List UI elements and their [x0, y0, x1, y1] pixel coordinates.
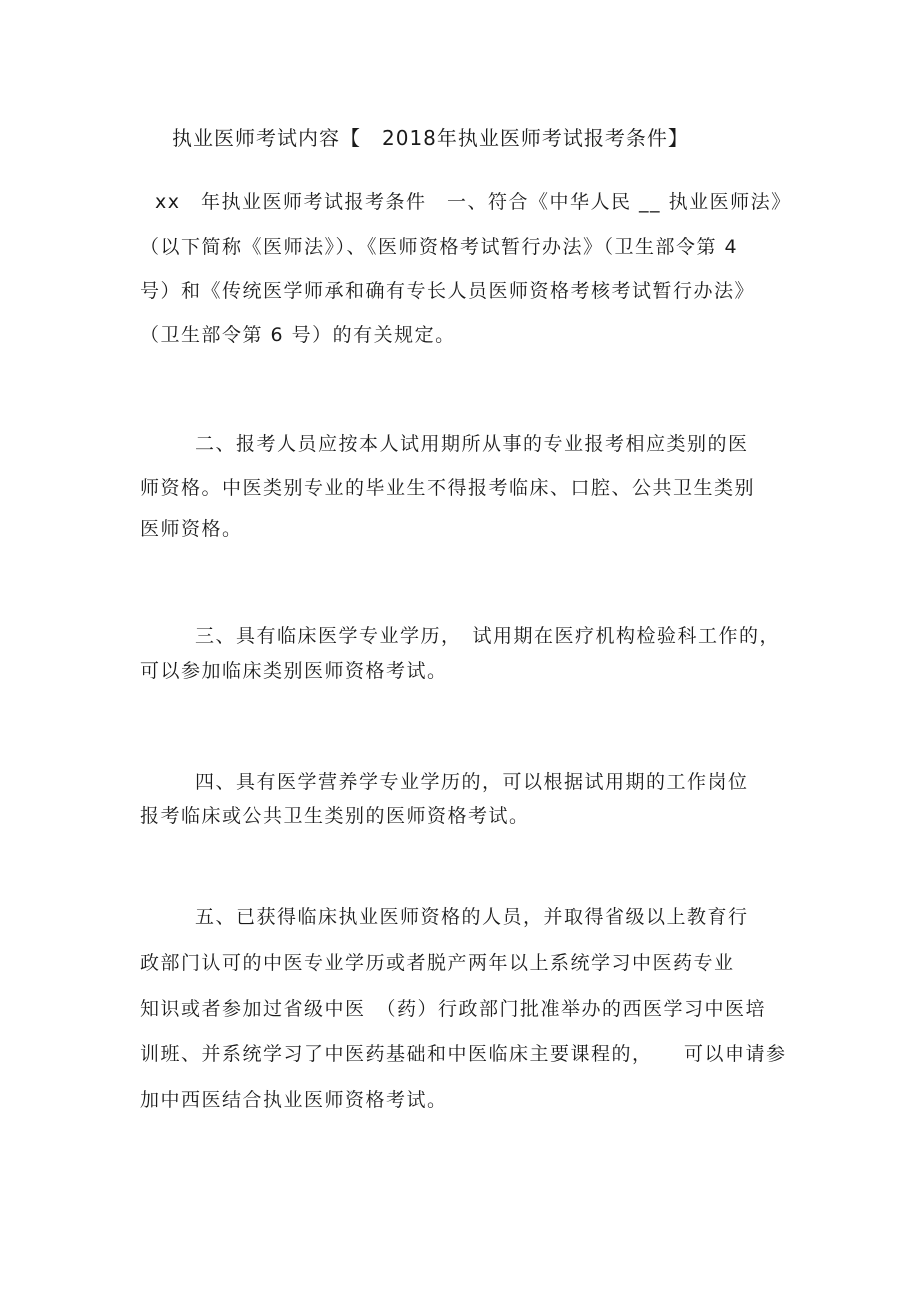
paragraph-5-line-5: 加中西医结合执业医师资格考试。	[140, 1089, 448, 1111]
paragraph-4-line-1: 四、具有医学营养学专业学历的，可以根据试用期的工作岗位	[195, 771, 749, 793]
paragraph-1-line-2: （以下简称《医师法》）、《医师资格考试暂行办法》（卫生部令第 4	[140, 236, 739, 258]
paragraph-3-line-1: 三、具有临床医学专业学历， 试用期在医疗机构检验科工作的，	[195, 625, 781, 647]
paragraph-5-line-3: 知识或者参加过省级中医 （药）行政部门批准举办的西医学习中医培	[140, 998, 767, 1020]
paragraph-5-line-4: 训班、并系统学习了中医药基础和中医临床主要课程的， 可以申请参	[140, 1043, 787, 1065]
paragraph-4-line-2: 报考临床或公共卫生类别的医师资格考试。	[140, 805, 530, 827]
paragraph-1-line-1: xx 年执业医师考试报考条件 一、符合《中华人民 __ 执业医师法》	[155, 191, 792, 213]
paragraph-2-line-2: 师资格。中医类别专业的毕业生不得报考临床、口腔、公共卫生类别	[140, 477, 756, 499]
paragraph-1-line-3: 号）和《传统医学师承和确有专长人员医师资格考核考试暂行办法》	[140, 280, 756, 302]
paragraph-1-line-4: （卫生部令第 6 号）的有关规定。	[140, 324, 456, 346]
paragraph-2-line-3: 医师资格。	[140, 518, 243, 540]
paragraph-2-line-1: 二、报考人员应按本人试用期所从事的专业报考相应类别的医	[195, 433, 749, 455]
paragraph-5-line-1: 五、已获得临床执业医师资格的人员，并取得省级以上教育行	[195, 906, 749, 928]
paragraph-3-line-2: 可以参加临床类别医师资格考试。	[140, 660, 448, 682]
paragraph-5-line-2: 政部门认可的中医专业学历或者脱产两年以上系统学习中医药专业	[140, 952, 735, 974]
document-title: 执业医师考试内容【 2018年执业医师考试报考条件】	[172, 126, 689, 150]
